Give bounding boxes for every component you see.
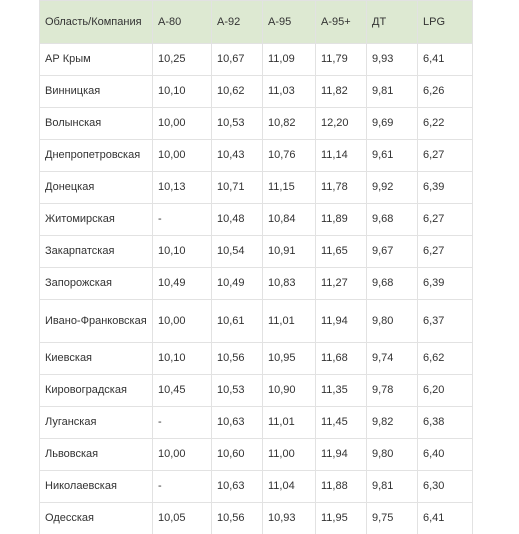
region-cell: Луганская (40, 407, 153, 439)
column-header-a92: А-92 (212, 1, 263, 44)
diesel-price-cell: 9,67 (367, 236, 418, 268)
a92-price-cell: 10,60 (212, 439, 263, 471)
a95plus-price-cell: 11,65 (316, 236, 367, 268)
table-row (40, 407, 473, 439)
lpg-price-cell: 6,27 (418, 204, 473, 236)
a80-price-cell: 10,05 (153, 503, 212, 534)
diesel-price-cell: 9,80 (367, 439, 418, 471)
region-cell: Днепропетровская (40, 140, 153, 172)
table-row (40, 44, 473, 76)
lpg-price-cell: 6,39 (418, 268, 473, 300)
diesel-price-cell: 9,82 (367, 407, 418, 439)
diesel-price-cell: 9,68 (367, 268, 418, 300)
a95plus-price-cell: 11,68 (316, 343, 367, 375)
a95-price-cell: 11,03 (263, 76, 316, 108)
column-header-region: Область/Компания (40, 1, 153, 44)
diesel-price-cell: 9,93 (367, 44, 418, 76)
column-header-diesel: ДТ (367, 1, 418, 44)
column-header-a95plus: А-95+ (316, 1, 367, 44)
a92-price-cell: 10,54 (212, 236, 263, 268)
region-cell: Волынская (40, 108, 153, 140)
a95-price-cell: 11,01 (263, 407, 316, 439)
a95-price-cell: 10,95 (263, 343, 316, 375)
a92-price-cell: 10,71 (212, 172, 263, 204)
region-cell: Закарпатская (40, 236, 153, 268)
lpg-price-cell: 6,39 (418, 172, 473, 204)
lpg-price-cell: 6,41 (418, 503, 473, 534)
a92-price-cell: 10,43 (212, 140, 263, 172)
a95plus-price-cell: 11,27 (316, 268, 367, 300)
lpg-price-cell: 6,30 (418, 471, 473, 503)
a95plus-price-cell: 11,94 (316, 300, 367, 343)
table-row (40, 268, 473, 300)
a95plus-price-cell: 12,20 (316, 108, 367, 140)
a80-price-cell: 10,10 (153, 343, 212, 375)
region-cell: Кировоградская (40, 375, 153, 407)
diesel-price-cell: 9,61 (367, 140, 418, 172)
column-header-a95: А-95 (263, 1, 316, 44)
column-header-lpg: LPG (418, 1, 473, 44)
a80-price-cell: 10,13 (153, 172, 212, 204)
table-row (40, 343, 473, 375)
region-cell: Житомирская (40, 204, 153, 236)
a92-price-cell: 10,56 (212, 503, 263, 534)
a80-price-cell: - (153, 204, 212, 236)
a92-price-cell: 10,63 (212, 471, 263, 503)
table-row (40, 300, 473, 343)
a80-price-cell: 10,00 (153, 300, 212, 343)
a95plus-price-cell: 11,88 (316, 471, 367, 503)
a95plus-price-cell: 11,79 (316, 44, 367, 76)
diesel-price-cell: 9,75 (367, 503, 418, 534)
fuel-price-table (39, 0, 473, 534)
region-cell: Киевская (40, 343, 153, 375)
region-cell: Запорожская (40, 268, 153, 300)
lpg-price-cell: 6,22 (418, 108, 473, 140)
a80-price-cell: 10,00 (153, 439, 212, 471)
a80-price-cell: 10,49 (153, 268, 212, 300)
a95-price-cell: 10,82 (263, 108, 316, 140)
table-row (40, 140, 473, 172)
a95plus-price-cell: 11,89 (316, 204, 367, 236)
a95-price-cell: 10,91 (263, 236, 316, 268)
diesel-price-cell: 9,74 (367, 343, 418, 375)
diesel-price-cell: 9,80 (367, 300, 418, 343)
region-cell: Донецкая (40, 172, 153, 204)
a92-price-cell: 10,53 (212, 375, 263, 407)
a80-price-cell: 10,10 (153, 236, 212, 268)
region-cell: Николаевская (40, 471, 153, 503)
a95plus-price-cell: 11,82 (316, 76, 367, 108)
a92-price-cell: 10,61 (212, 300, 263, 343)
region-cell: АР Крым (40, 44, 153, 76)
a80-price-cell: 10,10 (153, 76, 212, 108)
a95-price-cell: 10,90 (263, 375, 316, 407)
table-row (40, 471, 473, 503)
table-row (40, 76, 473, 108)
a92-price-cell: 10,48 (212, 204, 263, 236)
diesel-price-cell: 9,69 (367, 108, 418, 140)
a95plus-price-cell: 11,78 (316, 172, 367, 204)
table-row (40, 204, 473, 236)
diesel-price-cell: 9,78 (367, 375, 418, 407)
a95plus-price-cell: 11,95 (316, 503, 367, 534)
a80-price-cell: - (153, 471, 212, 503)
table-row (40, 236, 473, 268)
a95plus-price-cell: 11,94 (316, 439, 367, 471)
a80-price-cell: 10,25 (153, 44, 212, 76)
a92-price-cell: 10,56 (212, 343, 263, 375)
table-body (40, 1, 473, 534)
table-row (40, 503, 473, 534)
region-cell: Винницкая (40, 76, 153, 108)
a80-price-cell: 10,45 (153, 375, 212, 407)
a95-price-cell: 10,93 (263, 503, 316, 534)
table-row (40, 172, 473, 204)
lpg-price-cell: 6,37 (418, 300, 473, 343)
a92-price-cell: 10,63 (212, 407, 263, 439)
lpg-price-cell: 6,20 (418, 375, 473, 407)
a95-price-cell: 10,84 (263, 204, 316, 236)
a92-price-cell: 10,62 (212, 76, 263, 108)
region-cell: Львовская (40, 439, 153, 471)
a95-price-cell: 11,15 (263, 172, 316, 204)
lpg-price-cell: 6,38 (418, 407, 473, 439)
table-row (40, 375, 473, 407)
lpg-price-cell: 6,40 (418, 439, 473, 471)
column-header-a80: А-80 (153, 1, 212, 44)
diesel-price-cell: 9,81 (367, 76, 418, 108)
diesel-price-cell: 9,68 (367, 204, 418, 236)
a80-price-cell: - (153, 407, 212, 439)
diesel-price-cell: 9,92 (367, 172, 418, 204)
diesel-price-cell: 9,81 (367, 471, 418, 503)
lpg-price-cell: 6,62 (418, 343, 473, 375)
lpg-price-cell: 6,41 (418, 44, 473, 76)
a80-price-cell: 10,00 (153, 140, 212, 172)
lpg-price-cell: 6,27 (418, 140, 473, 172)
table-row (40, 108, 473, 140)
lpg-price-cell: 6,26 (418, 76, 473, 108)
region-cell: Одесская (40, 503, 153, 534)
a95-price-cell: 11,09 (263, 44, 316, 76)
a95-price-cell: 11,00 (263, 439, 316, 471)
table-header-row (40, 1, 473, 44)
a95plus-price-cell: 11,45 (316, 407, 367, 439)
a95-price-cell: 10,76 (263, 140, 316, 172)
a95-price-cell: 10,83 (263, 268, 316, 300)
a92-price-cell: 10,49 (212, 268, 263, 300)
lpg-price-cell: 6,27 (418, 236, 473, 268)
a95-price-cell: 11,01 (263, 300, 316, 343)
a92-price-cell: 10,67 (212, 44, 263, 76)
a80-price-cell: 10,00 (153, 108, 212, 140)
a95plus-price-cell: 11,14 (316, 140, 367, 172)
a95plus-price-cell: 11,35 (316, 375, 367, 407)
table-row (40, 439, 473, 471)
a92-price-cell: 10,53 (212, 108, 263, 140)
region-cell: Ивано-Франковская (40, 300, 153, 343)
a95-price-cell: 11,04 (263, 471, 316, 503)
